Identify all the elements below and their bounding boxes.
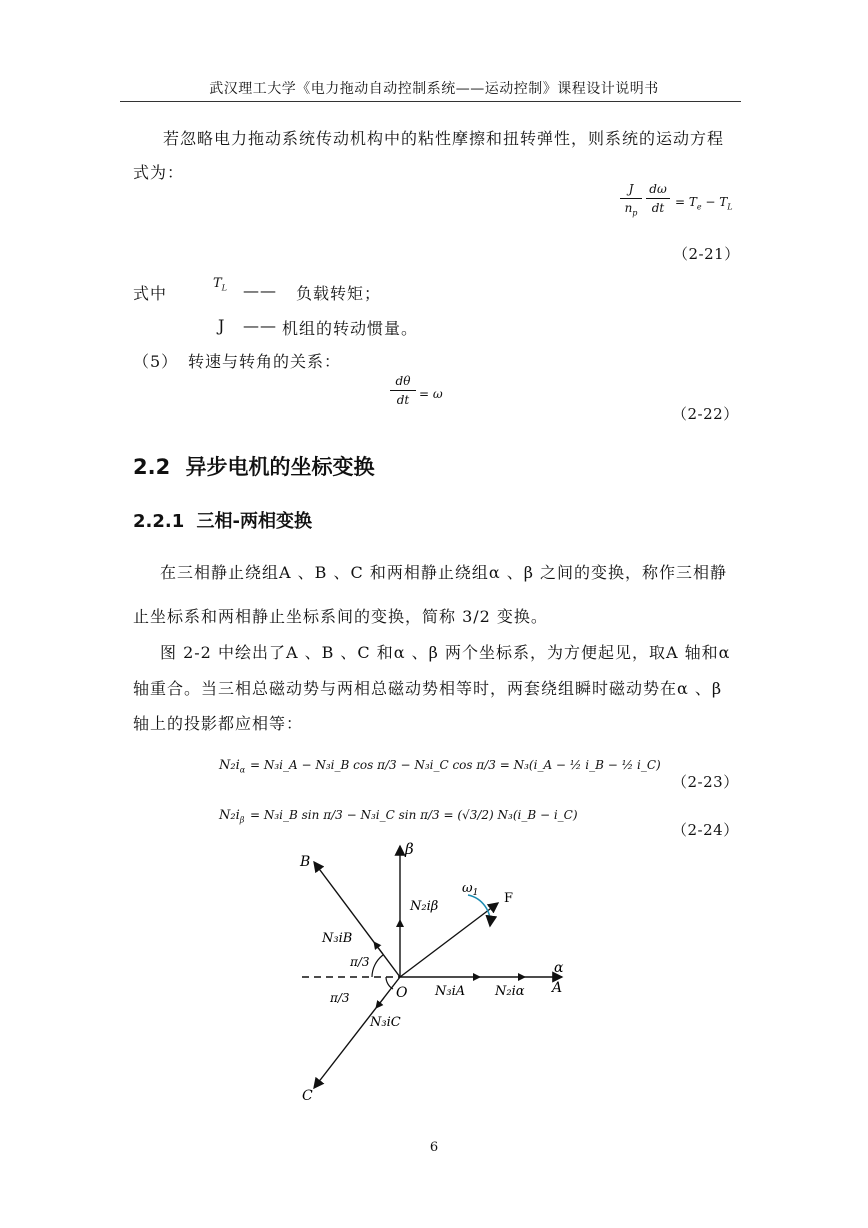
equation-body: = N₃i_B sin π/3 − N₃i_C sin π/3 = (√3/2) N₃(i_B − i_C) <box>250 808 578 822</box>
label-beta: β <box>405 840 414 858</box>
j-description: 机组的转动惯量。 <box>282 319 419 338</box>
section-heading <box>133 451 375 481</box>
running-header: 武汉理工大学《电力拖动自动控制系统——运动控制》课程设计说明书 <box>209 81 659 97</box>
label-B: B <box>300 854 311 870</box>
coordinate-diagram <box>290 840 575 1105</box>
equation-number: （2-24） <box>672 821 739 839</box>
paragraph-line: 若忽略电力拖动系统传动机构中的粘性摩擦和扭转弹性，则系统的运动方程 <box>163 129 725 148</box>
label-n3ib: N₃iB <box>322 931 353 946</box>
label-C: C <box>302 1088 313 1104</box>
label-omega: $\omega_1$ <box>462 881 479 898</box>
page-number: 6 <box>429 1140 439 1155</box>
paragraph-line: 轴上的投影都应相等： <box>133 714 304 733</box>
j-dash: —— <box>243 316 277 335</box>
fraction-numerator: J <box>628 182 634 196</box>
fraction-denominator: $n_p$ <box>624 201 638 218</box>
fraction-dw-dt <box>646 182 670 215</box>
fraction-denominator: dt <box>396 393 410 407</box>
label-n3ic: N₃iC <box>370 1015 401 1030</box>
item-text: 转速与转角的关系： <box>188 352 342 371</box>
subsection-number: 2.2.1 <box>133 511 185 532</box>
paragraph-line: 轴重合。当三相总磁动势与两相总磁动势相等时，两套绕组瞬时磁动势在α 、β <box>133 679 723 698</box>
equation-number: （2-21） <box>673 245 740 263</box>
label-n2ia: N₂iα <box>495 984 525 999</box>
fraction-dtheta-dt <box>390 374 416 407</box>
equation-rhs: = ω <box>419 387 443 401</box>
equation-rhs: = $T_e - T_L$ <box>675 195 733 212</box>
j-symbol: J <box>218 316 226 335</box>
label-F: F <box>504 891 514 906</box>
equation-lhs: $N_2i_\beta$ <box>219 808 245 825</box>
label-pi3-bottom: π/3 <box>330 991 350 1005</box>
subsection-heading <box>133 507 312 533</box>
fraction-numerator: dω <box>649 182 667 196</box>
where-label: 式中 <box>133 284 168 303</box>
subsection-title: 三相-两相变换 <box>196 511 313 532</box>
label-pi3-top: π/3 <box>350 955 370 969</box>
tl-symbol: $T_L$ <box>213 276 227 293</box>
section-title: 异步电机的坐标变换 <box>185 455 375 479</box>
header-divider <box>120 101 741 102</box>
label-alpha: α <box>554 960 564 976</box>
tl-dash: —— <box>243 281 277 300</box>
paragraph-line: 止坐标系和两相静止坐标系间的变换，简称 3/2 变换。 <box>133 607 548 626</box>
equation-number: （2-22） <box>672 405 739 423</box>
tl-description: 负载转矩； <box>296 284 382 303</box>
equation-lhs: $N_2i_\alpha$ <box>219 758 246 775</box>
label-n3ia: N₃iA <box>435 984 466 999</box>
label-O: O <box>396 985 408 1001</box>
paragraph-line: 在三相静止绕组A 、B 、C 和两相静止绕组α 、β 之间的变换，称作三相静 <box>160 563 728 582</box>
equation-body: = N₃i_A − N₃i_B cos π/3 − N₃i_C cos π/3 = N₃(i_A − ½ i_B − ½ i_C) <box>250 758 661 772</box>
item-label: （5） <box>133 352 179 371</box>
label-A: A <box>552 980 563 996</box>
paragraph-line: 式为： <box>133 163 185 182</box>
fraction-j-np <box>620 182 642 220</box>
fraction-numerator: dθ <box>395 374 411 388</box>
paragraph-line: 图 2-2 中绘出了A 、B 、C 和α 、β 两个坐标系，为方便起见，取A 轴和α <box>160 643 731 662</box>
equation-number: （2-23） <box>672 773 739 791</box>
section-number: 2.2 <box>133 455 171 479</box>
fraction-denominator: dt <box>651 201 665 215</box>
label-n2ib: N₂iβ <box>410 899 439 914</box>
